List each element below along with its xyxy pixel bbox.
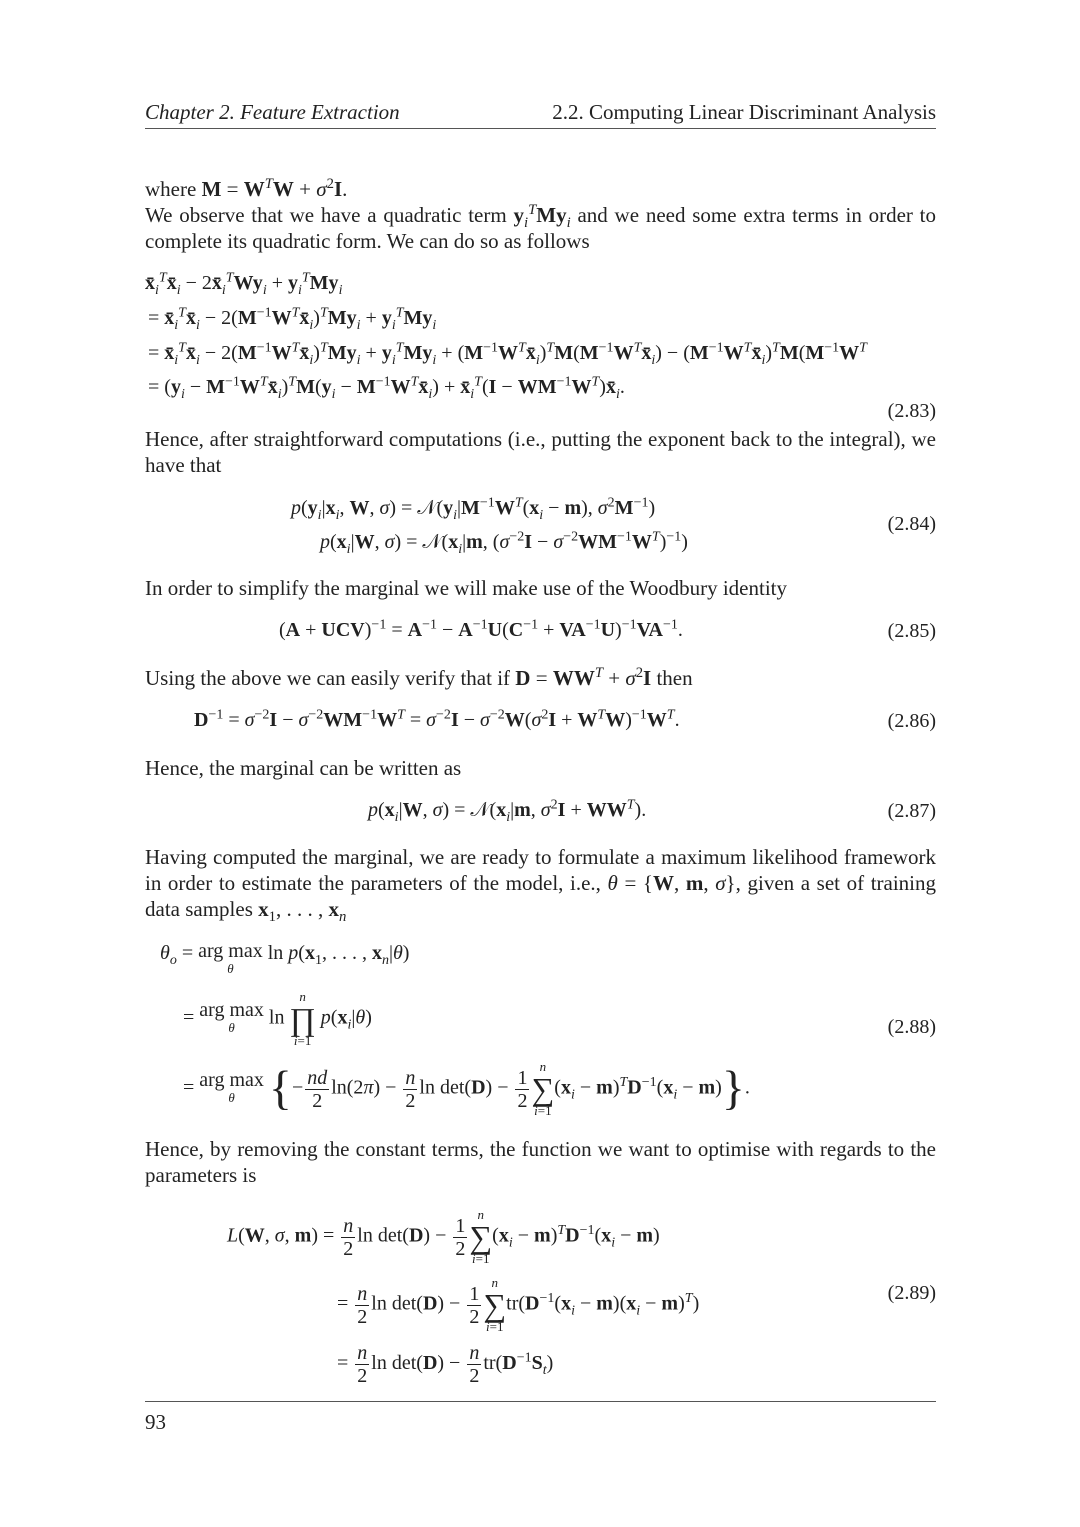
equation-number: (2.86)	[887, 710, 936, 732]
equation-number: (2.87)	[887, 800, 936, 822]
paragraph-woodbury: In order to simplify the marginal we will make use of the Woodbury identity	[145, 576, 787, 600]
running-head-chapter: Chapter 2. Feature Extraction	[145, 100, 400, 124]
running-head	[145, 100, 936, 129]
equation-2-84-line-1: $p(y_i|x_i$, W, $\sigma) = 𝒩(y_i|M^{-1}W^T(x_i - m)$, $\sigma^2M^{-1}$)	[291, 495, 656, 523]
math-inline: θ = {W, m, σ},	[607, 871, 741, 895]
equation-2-83-line-4: = ($y_i$ − $M^{-1}W^Tx̄_i)^TM(y_i$ − $M^{-1}W^Tx̄_i$) + $x̄_i^T(I$ − $WM^{-1}W^T)x̄_i$.	[148, 374, 625, 402]
equation-2-89-line-2: = $\frac{n}{2}$ ln det(D) − $\frac{1}{2}$ n ∑ i=1 $tr(D^{-1}(x_i - m)(x_i - m)^T)$	[337, 1275, 700, 1334]
math-inline: $x_1$, . . . , $x_n$	[258, 897, 347, 926]
math-inline: $y_i^TMy_i$	[513, 202, 571, 232]
equation-number: (2.83)	[887, 400, 936, 422]
equation-2-88-line-3: = arg max θ {− $\frac{nd}{2}$ ln(2π) − $\frac{n}{2}$ ln det(D) − $\frac{1}{2}$ n ∑ i=1 $(x_i - m)^TD^{-1}(x_i - m)$}.	[183, 1059, 750, 1118]
running-head-section: 2.2. Computing Linear Discriminant Analysis	[552, 100, 936, 124]
equation-2-83-line-3: = $x̄_i^Tx̄_i$ − $2(M^{-1}W^Tx̄_i)^TMy_i + y_i^TMy_i$ + $(M^{-1}W^Tx̄_i)^TM(M^{-1}W^Tx̄_i)$ − $(M^{-1}W^Tx̄_i)^TM(M^{-1}W^T$	[148, 342, 867, 365]
equation-number: (2.89)	[887, 1282, 936, 1304]
equation-number: (2.88)	[887, 1016, 936, 1038]
equation-2-86: $D^{-1} = \sigma^{-2}I - \sigma^{-2}WM^{-1}W^T = \sigma^{-2}I - \sigma^{-2}W(\sigma^2I + W^TW)^{-1}W^T$.	[194, 707, 680, 731]
equation-number: (2.85)	[887, 620, 936, 642]
paragraph-verify: Using the above we can easily verify that if $D = WW^T + \sigma^2I$ then	[145, 665, 693, 690]
paragraph-hence-computations: Hence, after straightforward computations (i.e., putting the exponent back to the integral), we have that	[145, 427, 936, 477]
footer-rule	[145, 1401, 936, 1402]
paragraph-quadratic: We observe that we have a quadratic term $y_i^TMy_i$ and we need some extra terms in order to complete its quadratic form. We can do so as follows	[145, 202, 937, 253]
equation-2-87: $p(x_i|W$, $\sigma) = 𝒩(x_i|m$, $\sigma^2I + WW^T$).	[368, 797, 647, 825]
math-inline: $D = WW^T + \sigma^2I$	[515, 665, 652, 690]
math-inline: $M = W^TW + \sigma^2I$.	[201, 176, 348, 201]
paragraph-optimise: Hence, by removing the constant terms, the function we want to optimise with regards to the parameters is	[145, 1137, 936, 1187]
equation-2-83-line-1: $x̄_i^Tx̄_i$ − $2x̄_i^TWy_i + y_i^TMy_i$	[145, 270, 343, 298]
page-number: 93	[145, 1410, 166, 1434]
equation-number: (2.84)	[887, 513, 936, 535]
equation-2-85: $(A + UCV)^{-1} = A^{-1} - A^{-1}U(C^{-1} + VA^{-1}U)^{-1}VA^{-1}$.	[279, 617, 683, 641]
paragraph-marginal: Hence, the marginal can be written as	[145, 756, 462, 780]
equation-2-88-line-1: $\theta_o$ = arg max θ $\ln p(x_1$, . . . , $x_n|\theta$)	[160, 940, 410, 976]
paragraph-likelihood: Having computed the marginal, we are ready to formulate a maximum likelihood framework in order to estimate the parameters of the model, i.e., θ = {W, m, σ}, given a set of training data samples $x_1$, . . . , $x_n$	[145, 845, 937, 926]
equation-2-84-line-2: $p(x_i|W$, $\sigma) = 𝒩(x_i|m$, $(\sigma^{-2}I - \sigma^{-2}WM^{-1}W^T)^{-1}$)	[320, 529, 688, 557]
equation-2-83-line-2: = $x̄_i^Tx̄_i$ − $2(M^{-1}W^Tx̄_i)^TMy_i + y_i^TMy_i$	[148, 305, 437, 333]
paragraph-where: where $M = W^TW + \sigma^2I$.	[145, 176, 348, 201]
equation-2-89-line-3: = $\frac{n}{2}$ ln det(D) − $\frac{n}{2}$ $tr(D^{-1}S_t)$	[337, 1342, 554, 1387]
equation-2-89-line-1: L(W, σ, m) = $\frac{n}{2}$ ln det(D) − $\frac{1}{2}$ n ∑ i=1 $(x_i - m)^TD^{-1}(x_i - m)$	[227, 1207, 660, 1266]
equation-2-88-line-2: = arg max θ ln n ∏ i=1 $p(x_i|\theta)$	[183, 989, 372, 1048]
